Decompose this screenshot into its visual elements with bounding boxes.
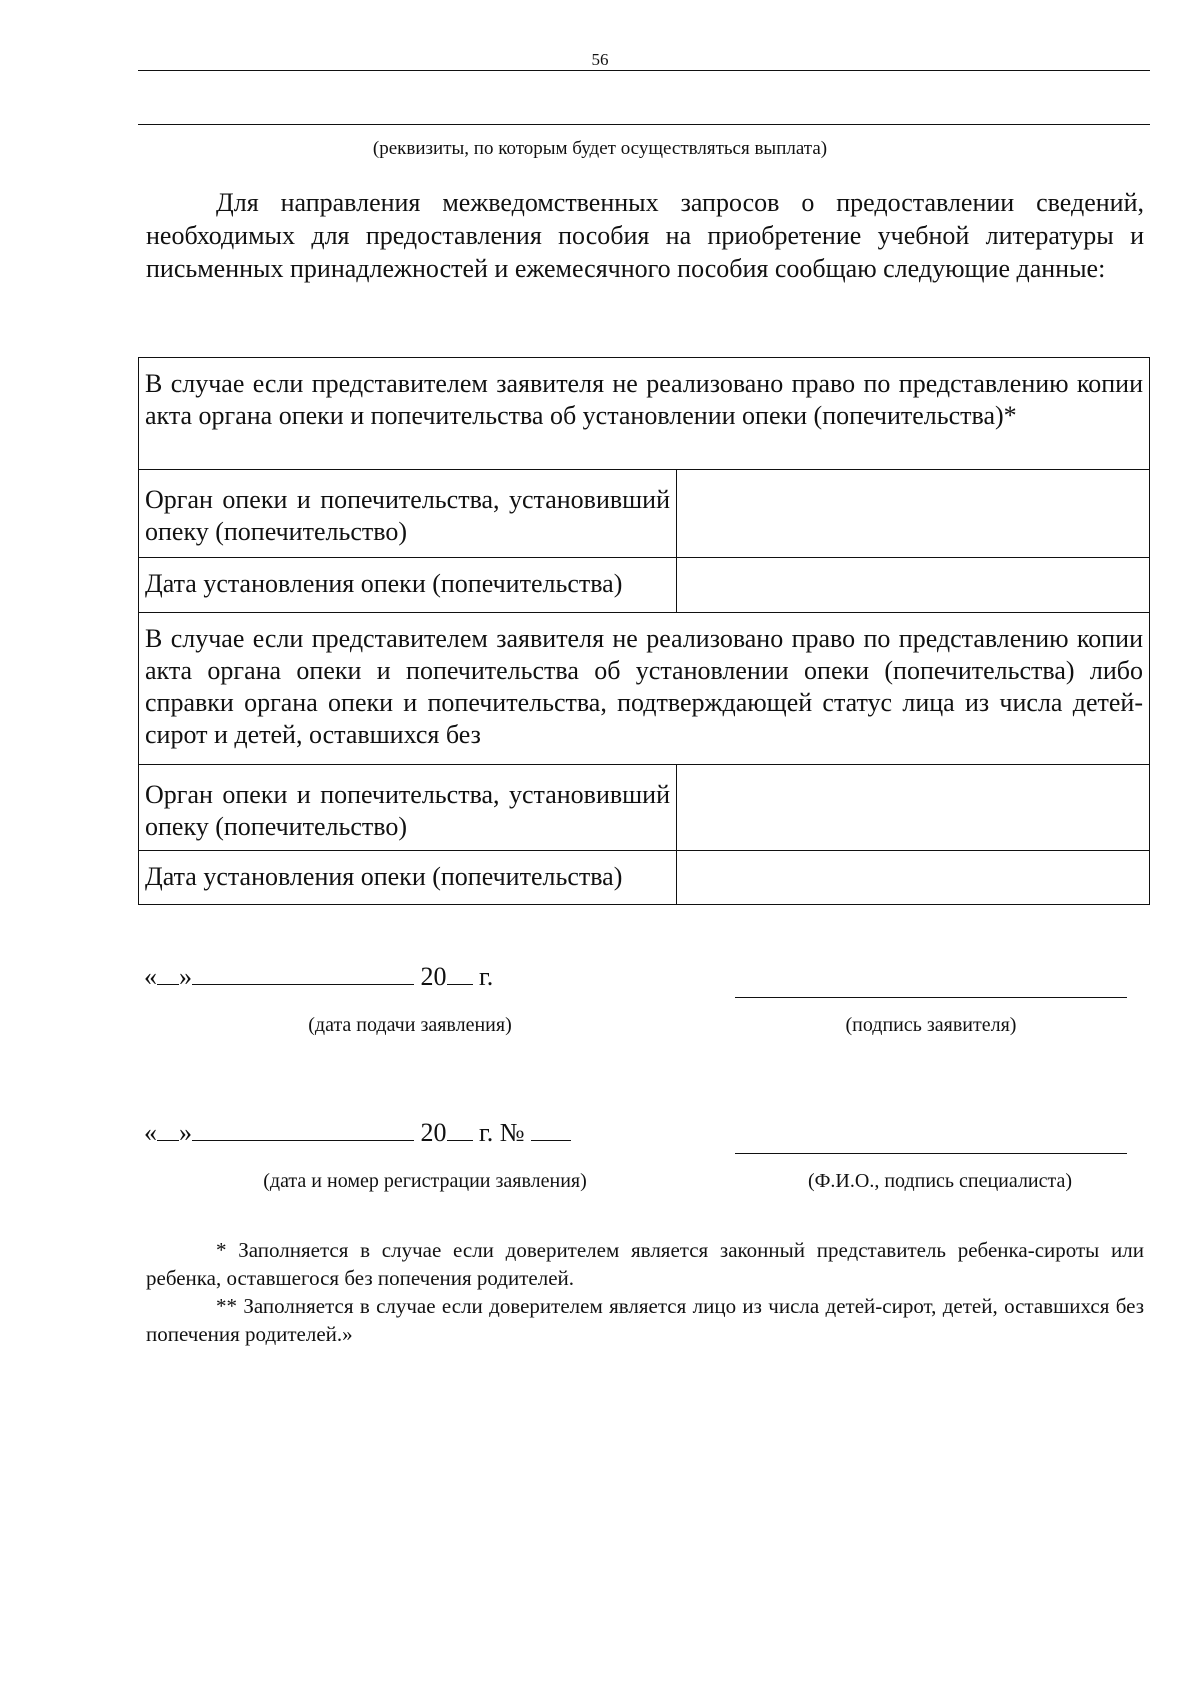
close-quote: » [179, 1118, 192, 1147]
requisites-caption: (реквизиты, по которым будет осуществляться выплата) [372, 138, 828, 159]
year-blank[interactable] [447, 958, 473, 985]
month-blank[interactable] [192, 1114, 414, 1141]
section-1-date-value[interactable] [677, 558, 1150, 613]
section-1-authority-value[interactable] [677, 470, 1150, 558]
year-prefix: 20 [420, 962, 447, 991]
day-blank[interactable] [157, 958, 179, 985]
registration-number-blank[interactable] [531, 1114, 571, 1141]
open-quote: « [144, 1118, 157, 1147]
requisites-line[interactable] [138, 124, 1150, 125]
section-2-header: В случае если представителем заявителя не реализовано право по представлению копии акта органа опеки и попечительства об установлении опеки (попечительства) либо справки органа опеки и попечительства, подтверждающей статус лица из числа детей-сирот и детей, оставшихся без [145, 624, 1143, 749]
section-2-authority-label: Орган опеки и попечительства, установивший опеку (попечительство) [139, 765, 677, 851]
year-prefix: 20 [420, 1118, 447, 1147]
month-blank[interactable] [192, 958, 414, 985]
footnote-2: ** Заполняется в случае если доверителем является лицо из числа детей-сирот, детей, оставшихся без попечения родителей.» [146, 1294, 1144, 1346]
section-2-authority-value[interactable] [677, 765, 1150, 851]
section-2-date-label: Дата установления опеки (попечительства) [139, 851, 677, 905]
submission-date-caption: (дата подачи заявления) [308, 1014, 512, 1036]
section-1-header: В случае если представителем заявителя не реализовано право по представлению копии акта органа опеки и попечительства об установлении опеки (попечительства)* [139, 358, 1150, 470]
open-quote: « [144, 962, 157, 991]
specialist-signature-line[interactable] [735, 1153, 1127, 1154]
header-rule [138, 70, 1150, 71]
year-blank[interactable] [447, 1114, 473, 1141]
registration-date-caption: (дата и номер регистрации заявления) [263, 1170, 587, 1192]
section-2-header-cell [139, 613, 1150, 765]
guardianship-table [138, 357, 1150, 905]
close-quote: » [179, 962, 192, 991]
year-suffix: г. [479, 962, 494, 991]
submission-date-line [144, 958, 493, 992]
registration-date-line [144, 1114, 571, 1148]
intro-paragraph: Для направления межведомственных запросов о предоставлении сведений, необходимых для предоставления пособия на приобретение учебной литературы и письменных принадлежностей и ежемесячного пособия сообщаю следующие данные: [146, 188, 1144, 283]
footnote-1: * Заполняется в случае если доверителем является законный представитель ребенка-сироты или ребенка, оставшегося без попечения родителей. [146, 1238, 1144, 1290]
year-number-suffix: г. № [479, 1118, 525, 1147]
day-blank[interactable] [157, 1114, 179, 1141]
section-1-authority-label: Орган опеки и попечительства, установивший опеку (попечительство) [139, 470, 677, 558]
section-2-date-value[interactable] [677, 851, 1150, 905]
specialist-signature-caption: (Ф.И.О., подпись специалиста) [807, 1170, 1073, 1192]
applicant-signature-caption: (подпись заявителя) [845, 1014, 1017, 1036]
applicant-signature-line[interactable] [735, 997, 1127, 998]
page-number: 56 [591, 50, 609, 69]
section-1-date-label: Дата установления опеки (попечительства) [139, 558, 677, 613]
